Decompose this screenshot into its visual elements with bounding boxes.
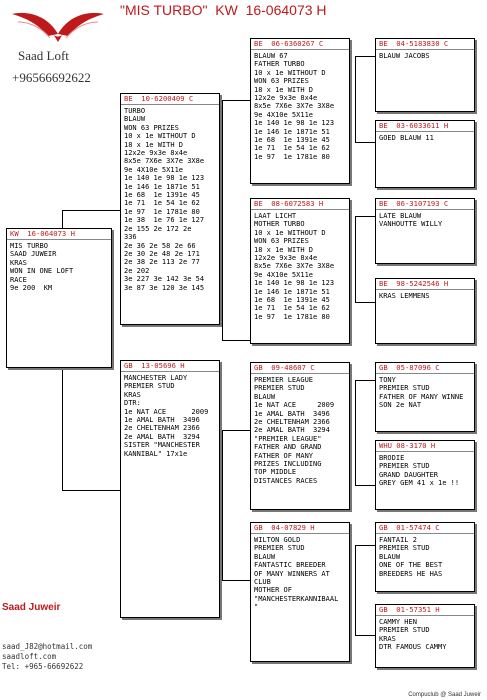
ring-number: WHU 08-3170 H bbox=[376, 441, 474, 452]
pigeon-details: FANTAIL 2 PREMIER STUD BLAUW ONE OF THE BEST BREEDERS HE HAS bbox=[379, 536, 443, 578]
connector bbox=[355, 56, 375, 57]
logo-loft-name: Saad Loft bbox=[18, 48, 69, 63]
ring-number: GB 13-05696 H bbox=[121, 361, 219, 372]
connector bbox=[355, 635, 375, 636]
ring-number: BE 08-6072583 H bbox=[251, 199, 349, 210]
software-credit: Compuclub @ Saad Juweir bbox=[408, 692, 481, 698]
pigeon-card-sire-dam bbox=[250, 198, 350, 344]
pigeon-card-ssd bbox=[375, 120, 475, 188]
connector bbox=[355, 380, 356, 485]
connector bbox=[355, 216, 356, 302]
connector bbox=[355, 380, 375, 381]
connector bbox=[355, 142, 375, 143]
pigeon-card-sss bbox=[375, 38, 475, 112]
pigeon-card-sire-sire bbox=[250, 38, 350, 184]
pigeon-card-dam-dam bbox=[250, 522, 350, 662]
pigeon-details: MIS TURBO SAAD JUWEIR KRAS WON IN ONE LOFT RACE 9e 200 KM bbox=[10, 242, 74, 293]
pigeon-card-dds bbox=[375, 522, 475, 592]
logo-phone: +96566692622 bbox=[12, 70, 91, 85]
owner-name: Saad Juweir bbox=[2, 602, 61, 613]
connector bbox=[62, 490, 120, 491]
pigeon-details: MANCHESTER LADY PREMIER STUD KRAS DTR: 1e NAT ACE 2009 1e AMAL BATH 3496 2e CHELTENHAM 2366 2e AMAL BATH 3294 SISTER "MANCHESTER KANNIBAL" 17x1e bbox=[124, 374, 209, 458]
ring-number: GB 01-57474 C bbox=[376, 523, 474, 534]
ring-number: GB 01-57351 H bbox=[376, 605, 474, 616]
pigeon-details: TONY PREMIER STUD FATHER OF MANY WINNE SON 2e NAT bbox=[379, 376, 464, 410]
connector bbox=[222, 340, 250, 341]
connector bbox=[222, 580, 250, 581]
connector bbox=[355, 302, 375, 303]
ring-number: BE 06-6360267 C bbox=[251, 39, 349, 50]
ring-number: GB 04-07829 H bbox=[251, 523, 349, 534]
connector bbox=[222, 100, 250, 101]
connector bbox=[355, 216, 375, 217]
pigeon-card-sds bbox=[375, 198, 475, 264]
page-title: "MIS TURBO" KW 16-064073 H bbox=[120, 2, 327, 18]
pigeon-details: KRAS LEMMENS bbox=[379, 292, 430, 300]
pigeon-details: BLAUW 67 FATHER TURBO 10 x 1e WITHOUT D WON 63 PRIZES 18 x 1e WITH D 12x2e 9x3e 8x4e 8x5e 7X6e 3X7e 3X8e 9e 4X10e 5X11e 1e 140 1e 98 1e 123 1e 146 1e 1871e 51 1e 68 1e 1391e 45 1e 71 1e 54 1e 62 1e 97 1e 1781e 80 bbox=[254, 52, 335, 161]
owner-phone: Tel: +965-66692622 bbox=[2, 662, 84, 671]
connector bbox=[355, 56, 356, 142]
pigeon-details: TURBO BLAUW WON 63 PRIZES 10 x 1e WITHOUT D 18 x 1e WITH D 12x2e 9x3e 8x4e 8x5e 7X6e 3X7e 3X8e 9e 4X10e 5X11e 1e 140 1e 98 1e 123 1e 146 1e 1871e 51 1e 68 1e 1391e 45 1e 71 1e 54 1e 62 1e 97 1e 1781e 80 1e 38 1e 76 1e 127 2e 155 2e 172 2e 336 2e 36 2e 58 2e 66 2e 30 2e 48 2e 171 2e 38 2e 113 2e 77 2e 202 3e 227 3e 142 3e 54 3e 87 3e 120 3e 145 bbox=[124, 107, 205, 292]
connector bbox=[355, 485, 375, 486]
connector bbox=[62, 210, 120, 211]
pigeon-details: GOED BLAUW 11 bbox=[379, 134, 434, 142]
ring-number: BE 04-5183830 C bbox=[376, 39, 474, 50]
ring-number: KW 16-064073 H bbox=[7, 229, 111, 240]
connector bbox=[222, 430, 250, 431]
pigeon-details: PREMIER LEAGUE PREMIER STUD BLAUW 1e NAT ACE 2009 1e AMAL BATH 3496 2e CHELTENHAM 2366 2e AMAL BATH 3294 "PREMIER LEAGUE" FATHER AND GRAND FATHER OF MANY PRIZES INCLUDING TOP MIDDLE DISTANCES RACES bbox=[254, 376, 335, 485]
loft-logo bbox=[6, 6, 116, 86]
connector bbox=[355, 545, 356, 635]
pigeon-card-dam bbox=[120, 360, 220, 618]
owner-website[interactable]: saadloft.com bbox=[2, 652, 57, 661]
ring-number: BE 06-3107193 C bbox=[376, 199, 474, 210]
pigeon-details: CAMMY HEN PREMIER STUD KRAS DTR FAMOUS CAMMY bbox=[379, 618, 447, 652]
pigeon-details: LAAT LICHT MOTHER TURBO 10 x 1e WITHOUT D WON 63 PRIZES 18 x 1e WITH D 12x2e 9x3e 8x4e 8x5e 7X6e 3X7e 3X8e 9e 4X10e 5X11e 1e 140 1e 98 1e 123 1e 146 1e 1871e 51 1e 68 1e 1391e 45 1e 71 1e 54 1e 62 1e 97 1e 1781e 80 bbox=[254, 212, 335, 321]
connector bbox=[222, 430, 223, 580]
pigeon-card-dss bbox=[375, 362, 475, 432]
pigeon-card-sire bbox=[120, 93, 220, 325]
pigeon-details: WILTON GOLD PREMIER STUD BLAUW FANTASTIC BREEDER OF MANY WINNERS AT CLUB MOTHER OF "MANCHESTERKANNIBAAL " bbox=[254, 536, 339, 612]
ring-number: GB 05-87096 C bbox=[376, 363, 474, 374]
pigeon-card-ddd bbox=[375, 604, 475, 668]
pigeon-details: LATE BLAUW VANHOUTTE WILLY bbox=[379, 212, 443, 229]
ring-number: BE 10-6200409 C bbox=[121, 94, 219, 105]
connector bbox=[62, 210, 63, 230]
ring-number: GB 09-48607 C bbox=[251, 363, 349, 374]
pigeon-card-sdd bbox=[375, 278, 475, 344]
pigeon-details: BLAUW JACOBS bbox=[379, 52, 430, 60]
pigeon-details: BRODIE PREMIER STUD GRAND DAUGHTER GREY GEM 41 x 1e !! bbox=[379, 454, 460, 488]
pigeon-card-subject bbox=[6, 228, 112, 368]
ring-number: BE 98-5242546 H bbox=[376, 279, 474, 290]
connector bbox=[222, 100, 223, 340]
bird-wings-icon bbox=[8, 6, 108, 46]
connector bbox=[355, 545, 375, 546]
pigeon-card-dsd bbox=[375, 440, 475, 510]
pigeon-card-dam-sire bbox=[250, 362, 350, 510]
owner-email[interactable]: saad_J82@hotmail.com bbox=[2, 642, 93, 651]
ring-number: BE 03-6033611 H bbox=[376, 121, 474, 132]
